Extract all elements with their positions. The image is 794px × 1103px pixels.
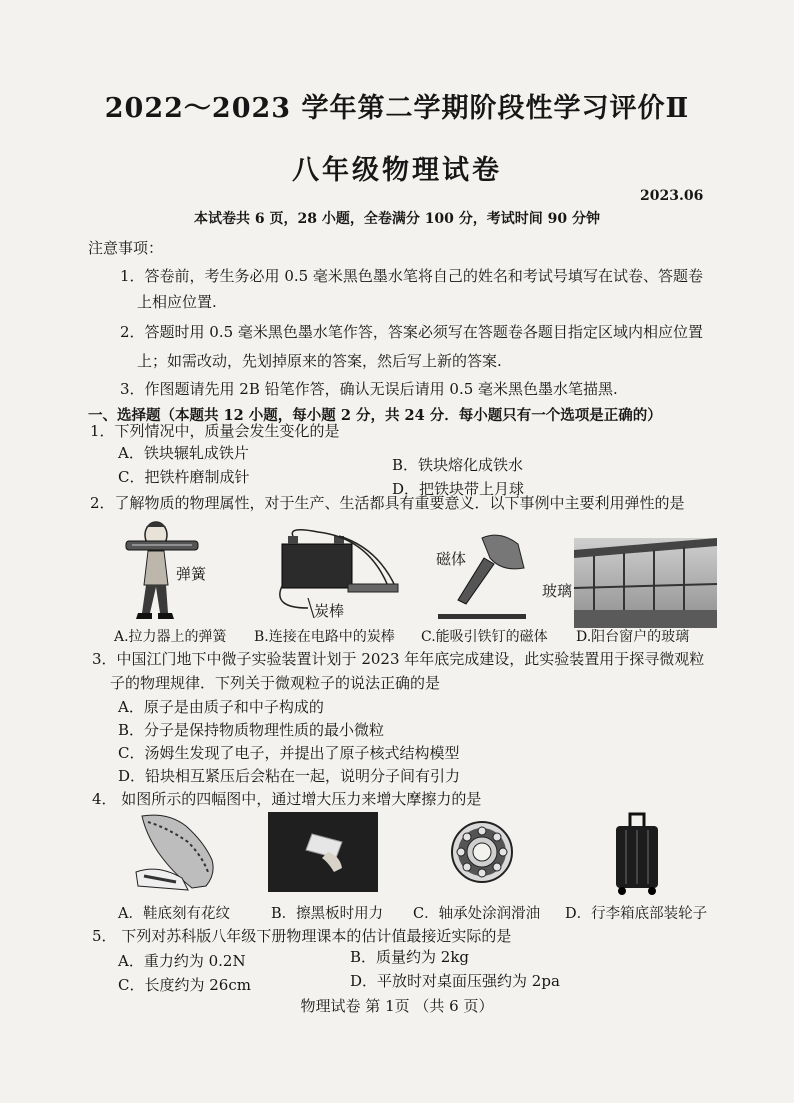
q1-option-d: D．把铁块带上月球 bbox=[392, 480, 525, 498]
page-footer: 物理试卷 第 1页 （共 6 页） bbox=[300, 997, 494, 1015]
exam-info: 本试卷共 6 页，28 小题，全卷满分 100 分，考试时间 90 分钟 bbox=[193, 211, 601, 227]
q5-option-d: D．平放时对桌面压强约为 2pa bbox=[350, 972, 560, 990]
exam-title: 2022～2023 学年第二学期阶段性学习评价Ⅱ bbox=[104, 93, 690, 124]
q4-caption-b: B．擦黑板时用力 bbox=[271, 906, 384, 922]
q2-caption-a: A.拉力器上的弹簧 bbox=[114, 629, 227, 645]
q1-option-b: B．铁块熔化成铁水 bbox=[392, 456, 524, 474]
note-item-2-cont: 上；如需改动，先划掉原来的答案，然后写上新的答案. bbox=[137, 352, 502, 370]
q2-stem: 2．了解物质的物理属性，对于生产、生活都具有重要意义．以下事例中主要利用弹性的是 bbox=[90, 494, 685, 512]
notes-heading: 注意事项： bbox=[88, 239, 164, 257]
label-glass: 玻璃 bbox=[542, 582, 573, 600]
label-magnet: 磁体 bbox=[436, 550, 467, 568]
figure-spring-expander bbox=[118, 515, 223, 627]
q3-option-a: A．原子是由质子和中子构成的 bbox=[118, 698, 324, 716]
q4-caption-a: A．鞋底刻有花纹 bbox=[118, 906, 230, 922]
q3-option-b: B．分子是保持物质物理性质的最小微粒 bbox=[118, 721, 385, 739]
section-heading: 一、选择题（本题共 12 小题，每小题 2 分，共 24 分．每小题只有一个选项是正确的） bbox=[88, 407, 662, 424]
q5-option-b: B．质量约为 2kg bbox=[350, 948, 470, 966]
label-carbon: 炭棒 bbox=[314, 602, 345, 620]
q2-caption-d: D.阳台窗户的玻璃 bbox=[576, 629, 690, 645]
exam-subtitle: 八年级物理试卷 bbox=[292, 155, 502, 186]
q3-stem-line1: 3．中国江门地下中微子实验装置计划于 2023 年年底完成建设，此实验装置用于探寻微观粒 bbox=[92, 650, 705, 668]
note-item-3: 3．作图题请先用 2B 铅笔作答，确认无误后请用 0.5 毫米黑色墨水笔描黑. bbox=[120, 380, 618, 398]
q5-option-c: C．长度约为 26cm bbox=[118, 976, 251, 994]
q4-caption-c: C．轴承处涂润滑油 bbox=[413, 906, 541, 922]
label-spring: 弹簧 bbox=[176, 565, 207, 583]
note-item-1-cont: 上相应位置. bbox=[137, 293, 217, 311]
q3-option-d: D．铅块相互紧压后会粘在一起，说明分子间有引力 bbox=[118, 767, 461, 785]
exam-date: 2023.06 bbox=[640, 188, 704, 204]
figure-magnet bbox=[432, 528, 532, 626]
figure-battery-carbon bbox=[278, 528, 404, 626]
q4-caption-d: D．行李箱底部装轮子 bbox=[565, 906, 708, 922]
note-item-1: 1．答卷前，考生务必用 0.5 毫米黑色墨水笔将自己的姓名和考试号填写在试卷、答题卷 bbox=[120, 267, 703, 285]
figure-bearing bbox=[450, 812, 514, 892]
q1-option-a: A．铁块辗轧成铁片 bbox=[118, 444, 249, 462]
figure-suitcase bbox=[612, 812, 662, 896]
figure-shoe bbox=[128, 812, 218, 894]
q3-stem-line2: 子的物理规律．下列关于微观粒子的说法正确的是 bbox=[110, 674, 441, 692]
q1-option-c: C．把铁杵磨制成针 bbox=[118, 468, 250, 486]
figure-blackboard bbox=[268, 812, 378, 892]
figure-balcony-glass bbox=[542, 538, 717, 628]
note-item-2: 2．答题时用 0.5 毫米黑色墨水笔作答，答案必须写在答题卷各题目指定区域内相应位置 bbox=[120, 323, 703, 341]
q2-caption-c: C.能吸引铁钉的磁体 bbox=[421, 629, 548, 645]
q5-stem: 5． 下列对苏科版八年级下册物理课本的估计值最接近实际的是 bbox=[92, 927, 512, 945]
q2-caption-b: B.连接在电路中的炭棒 bbox=[254, 629, 395, 645]
q4-stem: 4． 如图所示的四幅图中，通过增大压力来增大摩擦力的是 bbox=[92, 790, 482, 808]
q1-stem: 1．下列情况中，质量会发生变化的是 bbox=[90, 422, 340, 440]
q3-option-c: C．汤姆生发现了电子，并提出了原子核式结构模型 bbox=[118, 744, 460, 762]
q5-option-a: A．重力约为 0.2N bbox=[118, 952, 246, 970]
